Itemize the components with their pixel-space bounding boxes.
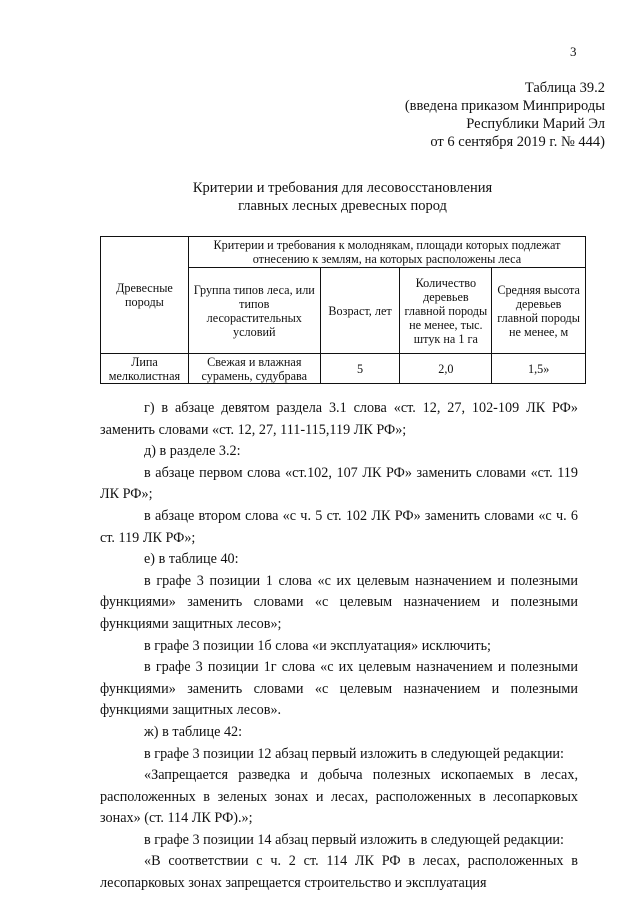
paragraph: ж) в таблице 42: [144, 723, 243, 740]
title-line-1: Критерии и требования для лесовосстановления [192, 180, 493, 196]
cell-avg-height: 1,5» [492, 354, 586, 384]
paragraph: в абзаце первом слова «ст.102, 107 ЛК РФ» заменить словами «ст. 119 ЛК РФ»; [100, 464, 578, 503]
paragraph: в графе 3 позиции 12 абзац первый изложить в следующей редакции: [144, 745, 564, 762]
paragraph: д) в разделе 3.2: [144, 443, 241, 460]
paragraph: «В соответствии с ч. 2 ст. 114 ЛК РФ в лесах, расположенных в лесопарковых зонах запрещается строительство и эксплуатация [100, 853, 578, 892]
cell-forest-type: Свежая и влажная сурамень, судубрава [188, 354, 320, 384]
cell-tree-count: 2,0 [400, 354, 492, 384]
paragraph: в графе 3 позиции 1б слова «и эксплуатация» исключить; [144, 637, 491, 654]
paragraph: е) в таблице 40: [144, 551, 239, 568]
paragraph: г) в абзаце девятом раздела 3.1 слова «ст. 12, 27, 102-109 ЛК РФ» заменить словами «ст. 12, 27, 111-115,119 ЛК РФ»; [100, 400, 578, 438]
paragraph: в графе 3 позиции 14 абзац первый изложить в следующей редакции: [144, 831, 564, 848]
amendments-text [100, 398, 578, 895]
table-number: Таблица 39.2 [524, 80, 605, 96]
caption-note-line-1: (введена приказом Минприроды [404, 98, 605, 114]
paragraph: «Запрещается разведка и добыча полезных ископаемых в лесах, расположенных в зеленых зонах и лесах, расположенных в лесопарковых зонах» (ст. 114 ЛК РФ).»; [100, 767, 578, 827]
table-caption [300, 79, 605, 151]
page-number: 3 [570, 44, 577, 59]
header-group: Критерии и требования к молоднякам, площади которых подлежат отнесению к землям, на которых расположены леса [188, 237, 585, 268]
header-age: Возраст, лет [320, 268, 400, 354]
header-forest-type: Группа типов леса, или типов лесорастительных условий [188, 268, 320, 354]
header-tree-count: Количество деревьев главной породы не менее, тыс. штук на 1 га [400, 268, 492, 354]
title-line-2: главных лесных древесных пород [238, 198, 447, 214]
paragraph: в абзаце втором слова «с ч. 5 ст. 102 ЛК РФ» заменить словами «с ч. 6 ст. 119 ЛК РФ»; [100, 507, 578, 546]
table-row [101, 354, 586, 384]
cell-species: Липа мелколистная [101, 354, 189, 384]
paragraph: в графе 3 позиции 1 слова «с их целевым назначением и полезными функциями» заменить словами «с целевым назначением и полезными функциями защитных лесов»; [100, 572, 578, 632]
cell-age: 5 [320, 354, 400, 384]
caption-note-line-2: Республики Марий Эл [466, 116, 605, 132]
caption-note-line-3: от 6 сентября 2019 г. № 444) [430, 134, 605, 150]
paragraph: в графе 3 позиции 1г слова «с их целевым назначением и полезными функциями» заменить словами «с целевым назначением и полезными функциями защитных лесов». [100, 659, 578, 719]
header-avg-height: Средняя высота деревьев главной породы не менее, м [492, 268, 586, 354]
criteria-table [100, 236, 586, 384]
table-title [120, 179, 565, 215]
header-species: Древесные породы [101, 237, 189, 354]
table-header-row-1 [101, 237, 586, 268]
